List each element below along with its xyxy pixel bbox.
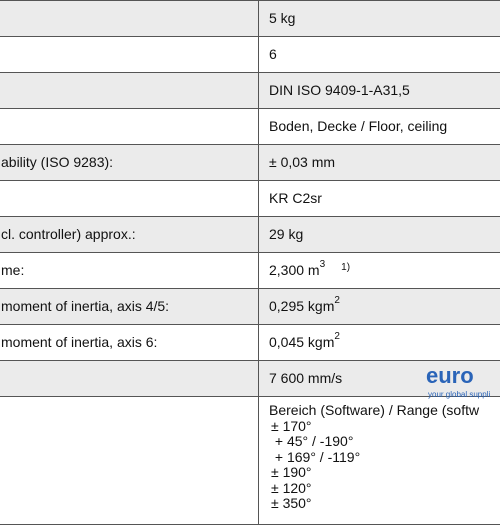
range-item: + 169° / -119°: [271, 448, 361, 465]
range-item: ± 190°: [271, 464, 312, 480]
table-row: [0, 1, 500, 37]
row-value: KR C2sr: [269, 190, 322, 206]
row-value: DIN ISO 9409-1-A31,5: [269, 82, 410, 98]
row-value: 0,295 kgm$^2$: [269, 295, 340, 314]
row-label: me:: [1, 262, 25, 278]
row-label: moment of inertia, axis 6:: [1, 334, 158, 350]
watermark-text: euro: [426, 363, 474, 388]
row-label: cl. controller) approx.:: [1, 226, 136, 242]
row-value: ± 0,03 mm: [269, 154, 336, 170]
row-value: 7 600 mm/s: [269, 370, 343, 386]
range-item: ± 170°: [271, 417, 312, 434]
range-header: Bereich (Software) / Range (softw: [269, 402, 480, 418]
row-value: 0,045 kgm$^2$: [269, 331, 340, 350]
range-list: [269, 403, 479, 512]
table-row: [0, 37, 500, 73]
range-item: ± 120°: [271, 479, 312, 496]
range-item: ± 350°: [271, 495, 312, 511]
footnote-marker: 1): [341, 262, 351, 273]
watermark-logo: [426, 363, 491, 399]
table-row: [0, 181, 500, 217]
row-value: Boden, Decke / Floor, ceiling: [269, 118, 448, 134]
watermark-tagline: your global suppli: [428, 390, 491, 399]
row-value: 6: [269, 46, 277, 62]
table-row: [0, 217, 500, 253]
table-row: [0, 253, 500, 289]
table-row: [0, 289, 500, 325]
row-value: 5 kg: [269, 10, 296, 26]
row-label: moment of inertia, axis 4/5:: [1, 298, 170, 314]
table-row: [0, 325, 500, 361]
table-row: [0, 145, 500, 181]
row-value: 29 kg: [269, 226, 304, 242]
table-row: [0, 361, 500, 397]
table-row: [0, 109, 500, 145]
row-label: ability (ISO 9283):: [1, 154, 114, 170]
table-row: [0, 73, 500, 109]
range-item: + 45° / -190°: [271, 433, 354, 449]
row-value: 2,300 $m^3$ $^{1)}$: [269, 259, 351, 278]
table-row-range: [0, 397, 500, 525]
